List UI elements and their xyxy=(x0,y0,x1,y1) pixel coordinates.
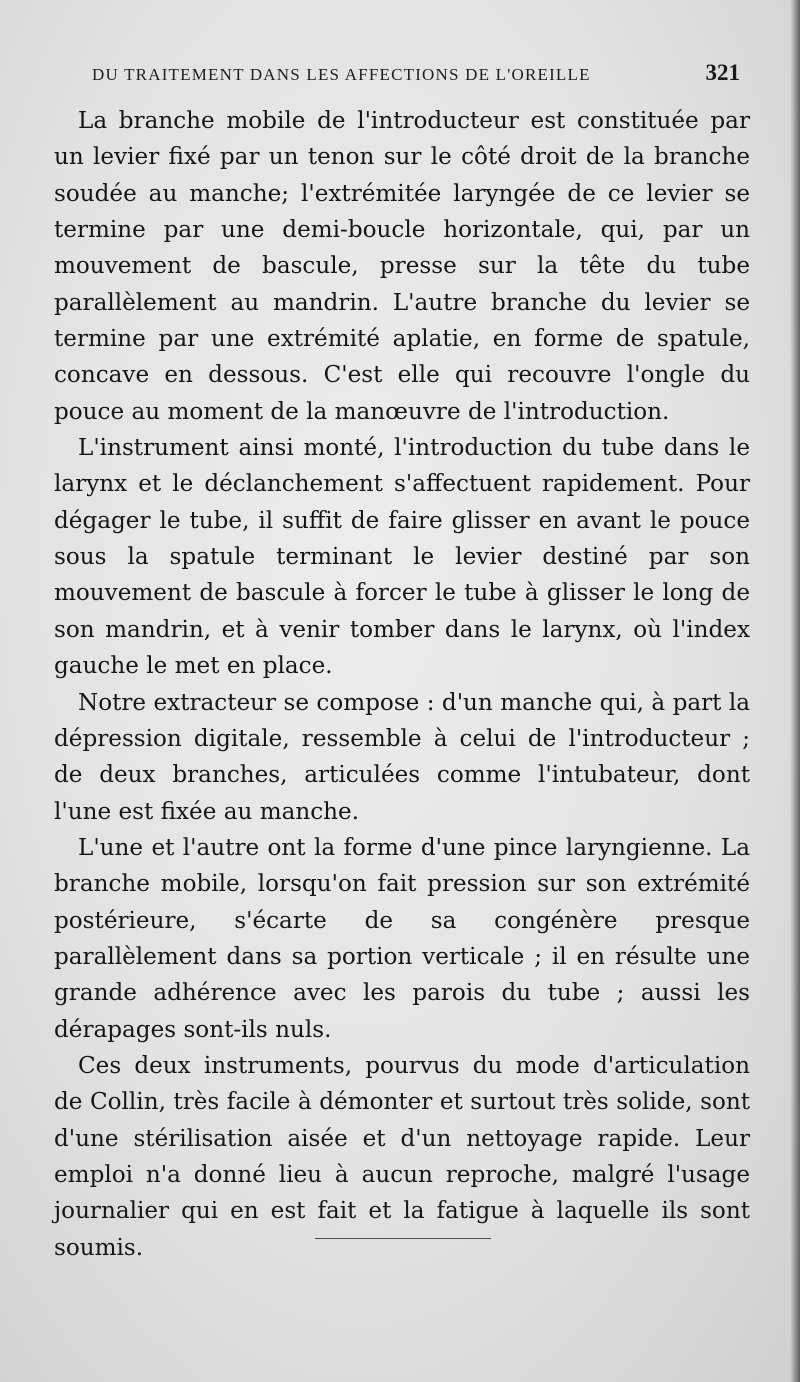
page-edge-shadow xyxy=(790,0,800,1382)
paragraph-sterilization: Ces deux instruments, pourvus du mode d'articulation de Collin, très facile à démonter et surtout très solide, sont d'une stérilisation aisée et d'un nettoyage rapide. Leur emploi n'a donné lieu à aucun reproche, malgré l'usage journalier qui en est fait et la fatigue à laquelle ils sont soumis. xyxy=(54,1052,750,1261)
section-end-rule xyxy=(315,1238,491,1239)
paragraph-introducer-branch: La branche mobile de l'introducteur est constituée par un levier fixé par un tenon sur le côté droit de la branche soudée au manche; l'extrémitée laryngée de ce levier se termine par une demi-boucle horizontale, qui, par un mouvement de bascule, presse sur la tête du tube parallèlement au mandrin. L'autre branche du levier se termine par une extrémité aplatie, en forme de spatule, concave en dessous. C'est elle qui recouvre l'ongle du pouce au moment de la manœuvre de l'introduction. xyxy=(54,108,750,425)
paragraph-extractor: Notre extracteur se compose : d'un manche qui, à part la dépression digitale, ressemble à celui de l'introducteur ; de deux branches, articulées comme l'intubateur, dont l'une est fixée au manche. xyxy=(54,689,750,825)
paragraph-laryngeal-forceps: L'une et l'autre ont la forme d'une pince laryngienne. La branche mobile, lorsqu'on fait pression sur son extrémité postérieure, s'écarte de sa congénère presque parallèlement dans sa portion verticale ; il en résulte une grande adhérence avec les parois du tube ; aussi les dérapages sont-ils nuls. xyxy=(54,834,750,1043)
paragraph-introduction-procedure: L'instrument ainsi monté, l'introduction du tube dans le larynx et le déclanchement s'affectuent rapidement. Pour dégager le tube, il suffit de faire glisser en avant le pouce sous la spatule terminant le levier destiné par son mouvement de bascule à forcer le tube à glisser le long de son mandrin, et à venir tomber dans le larynx, où l'index gauche le met en place. xyxy=(54,435,750,680)
page-number: 321 xyxy=(705,60,740,85)
body-text xyxy=(54,103,750,1266)
running-title: DU TRAITEMENT DANS LES AFFECTIONS DE L'OREILLE xyxy=(92,65,591,84)
running-header xyxy=(92,60,740,90)
